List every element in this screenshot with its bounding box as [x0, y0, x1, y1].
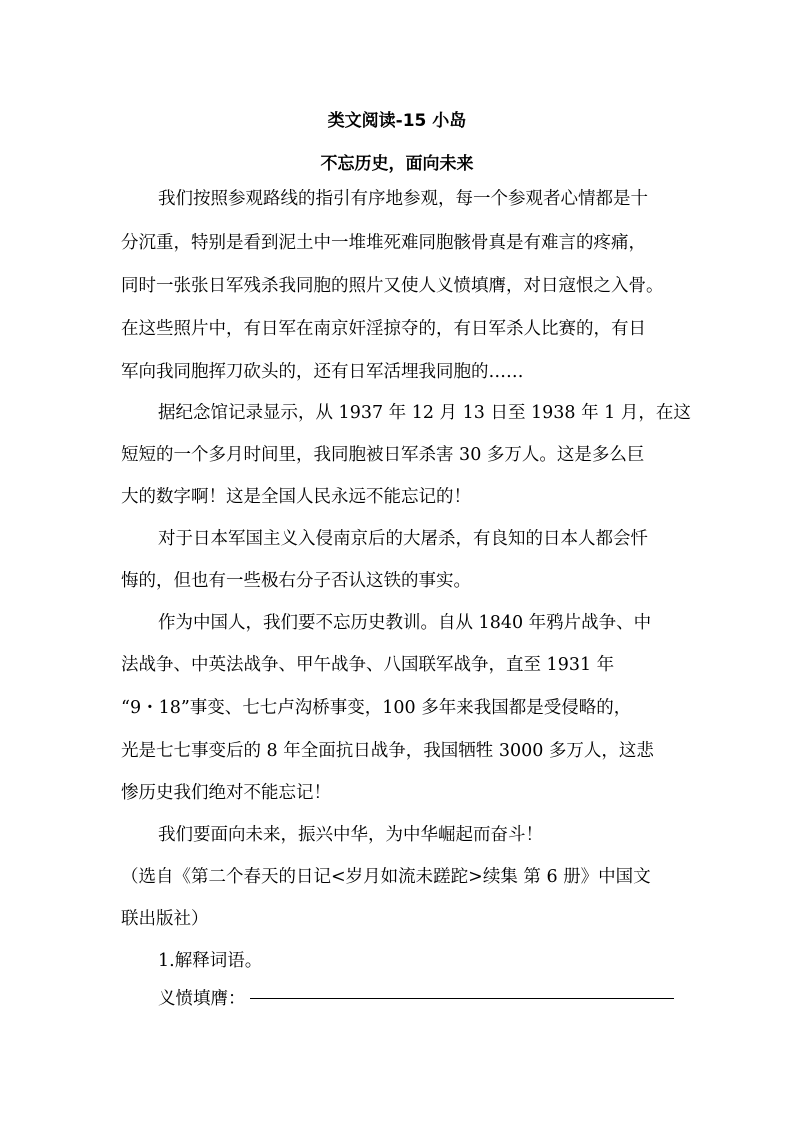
paragraph-line: 法战争、中英法战争、甲午战争、八国联军战争，直至 1931 年 [121, 655, 615, 675]
source-citation: （选自《第二个春天的日记<岁月如流未蹉跎>续集 第 6 册》中国文 [121, 867, 651, 887]
question-heading: 1.解释词语。 [158, 951, 263, 971]
source-citation: 联出版社） [121, 909, 209, 929]
paragraph-line: 我们按照参观路线的指引有序地参观，每一个参观者心情都是十 [158, 189, 648, 209]
answer-blank[interactable] [250, 998, 674, 999]
paragraph-line: 悔的，但也有一些极右分子否认这铁的事实。 [121, 571, 471, 591]
question-term: 义愤填膺： [158, 989, 246, 1009]
paragraph-line: 作为中国人，我们要不忘历史教训。自从 1840 年鸦片战争、中 [158, 613, 652, 633]
paragraph-line: 我们要面向未来，振兴中华，为中华崛起而奋斗！ [158, 825, 543, 845]
paragraph-line: 光是七七事变后的 8 年全面抗日战争，我国牺牲 3000 多万人，这悲 [121, 741, 654, 761]
paragraph-line: 惨历史我们绝对不能忘记！ [121, 783, 331, 803]
article-title: 不忘历史，面向未来 [320, 154, 474, 174]
document-title: 类文阅读-15 小岛 [327, 111, 467, 131]
paragraph-line: 军向我同胞挥刀砍头的，还有日军活埋我同胞的…… [121, 362, 524, 382]
paragraph-line: 同时一张张日军残杀我同胞的照片又使人义愤填膺，对日寇恨之入骨。 [121, 276, 664, 296]
paragraph-line: 短短的一个多月时间里，我同胞被日军杀害 30 多万人。这是多么巨 [121, 445, 645, 465]
paragraph-line: 对于日本军国主义入侵南京后的大屠杀，有良知的日本人都会忏 [158, 529, 648, 549]
paragraph-line: “9・18”事变、七七卢沟桥事变，100 多年来我国都是受侵略的， [121, 698, 632, 718]
paragraph-line: 大的数字啊！这是全国人民永远不能忘记的！ [121, 487, 471, 507]
paragraph-line: 在这些照片中，有日军在南京奸淫掠夺的，有日军杀人比赛的，有日 [121, 319, 646, 339]
paragraph-line: 据纪念馆记录显示，从 1937 年 12 月 13 日至 1938 年 1 月，在这 [158, 403, 691, 423]
paragraph-line: 分沉重，特别是看到泥土中一堆堆死难同胞骸骨真是有难言的疼痛， [121, 233, 646, 253]
